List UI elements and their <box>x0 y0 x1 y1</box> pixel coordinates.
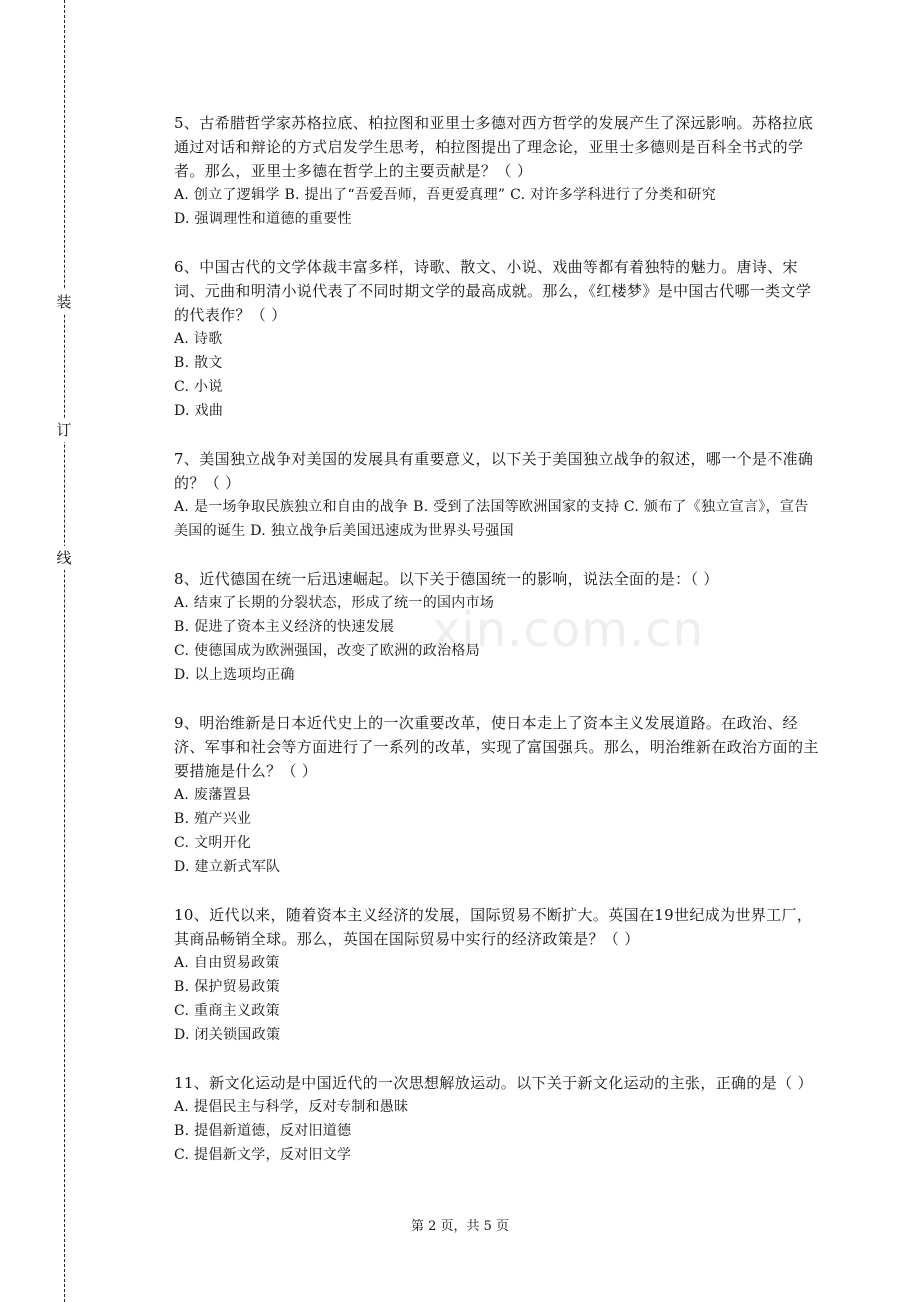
option-b: B. 殖产兴业 <box>174 811 252 827</box>
option-d: D. 以上选项均正确 <box>174 667 295 683</box>
watermark: xin.com.cn <box>432 602 705 658</box>
option-line: D. 强调理性和道德的重要性 <box>174 211 352 227</box>
option-c: C. 重商主义政策 <box>174 1003 280 1019</box>
question-text: 11、新文化运动是中国近代的一次思想解放运动。以下关于新文化运动的主张，正确的是（ ） <box>174 1074 813 1092</box>
option-a: A. 诗歌 <box>174 331 223 347</box>
option-d: D. 建立新式军队 <box>174 859 281 875</box>
question-text: 8、近代德国在统一后迅速崛起。以下关于德国统一的影响，说法全面的是：（ ） <box>174 570 719 588</box>
option-a: A. 废藩置县 <box>174 787 252 803</box>
question-7 <box>174 447 819 543</box>
option-a: A. 自由贸易政策 <box>174 955 280 971</box>
question-5 <box>174 111 819 231</box>
question-text: 7、美国独立战争对美国的发展具有重要意义，以下关于美国独立战争的叙述，哪一个是不准确的？（ ） <box>174 450 814 492</box>
question-text: 10、近代以来，随着资本主义经济的发展，国际贸易不断扩大。英国在19世纪成为世界工厂，其商品畅销全球。那么，英国在国际贸易中实行的经济政策是？（ ） <box>174 906 813 948</box>
option-d: D. 戏曲 <box>174 403 224 419</box>
page-number-footer: 第 2 页，共 5 页 <box>410 1219 510 1234</box>
option-c: C. 小说 <box>174 379 223 395</box>
option-d: D. 闭关锁国政策 <box>174 1027 281 1043</box>
question-text: 9、明治维新是日本近代史上的一次重要改革，使日本走上了资本主义发展道路。在政治、经济、军事和社会等方面进行了一系列的改革，实现了富国强兵。那么，明治维新在政治方面的主要措施是什么？（ ） <box>174 714 819 780</box>
option-a: A. 结束了长期的分裂状态，形成了统一的国内市场 <box>174 595 495 611</box>
question-11 <box>174 1071 819 1167</box>
option-block: A. 是一场争取民族独立和自由的战争 B. 受到了法国等欧洲国家的支持 C. 颁布了《独立宣言》，宣告美国的诞生 D. 独立战争后美国迅速成为世界头号强国 <box>174 499 809 539</box>
option-c: C. 使德国成为欧洲强国，改变了欧洲的政治格局 <box>174 643 481 659</box>
question-8 <box>174 567 819 687</box>
binding-label-ding: 订 <box>52 418 76 442</box>
option-b: B. 散文 <box>174 355 223 371</box>
option-c: C. 文明开化 <box>174 835 252 851</box>
option-b: B. 促进了资本主义经济的快速发展 <box>174 619 395 635</box>
option-c: C. 提倡新文学，反对旧文学 <box>174 1147 352 1163</box>
option-a: A. 提倡民主与科学，反对专制和愚昧 <box>174 1099 409 1115</box>
question-10 <box>174 903 819 1047</box>
binding-label-xian: 线 <box>52 546 76 570</box>
question-text: 5、古希腊哲学家苏格拉底、柏拉图和亚里士多德对西方哲学的发展产生了深远影响。苏格拉底通过对话和辩论的方式启发学生思考，柏拉图提出了理念论，亚里士多德则是百科全书式的学者。那么，亚里士多德在哲学上的主要贡献是？（ ） <box>174 114 814 180</box>
question-text: 6、中国古代的文学体裁丰富多样，诗歌、散文、小说、戏曲等都有着独特的魅力。唐诗、宋词、元曲和明清小说代表了不同时期文学的最高成就。那么，《红楼梦》是中国古代哪一类文学的代表作？（ ） <box>174 258 812 324</box>
question-9 <box>174 711 819 879</box>
option-line: A. 创立了逻辑学 B. 提出了“吾爱吾师，吾更爱真理” C. 对许多学科进行了分类和研究 <box>174 187 717 203</box>
binding-dashed-line <box>64 0 65 1302</box>
question-list <box>174 111 819 1191</box>
question-6 <box>174 255 819 423</box>
binding-label-zhuang: 装 <box>52 290 76 314</box>
option-b: B. 提倡新道德，反对旧道德 <box>174 1123 352 1139</box>
option-b: B. 保护贸易政策 <box>174 979 280 995</box>
